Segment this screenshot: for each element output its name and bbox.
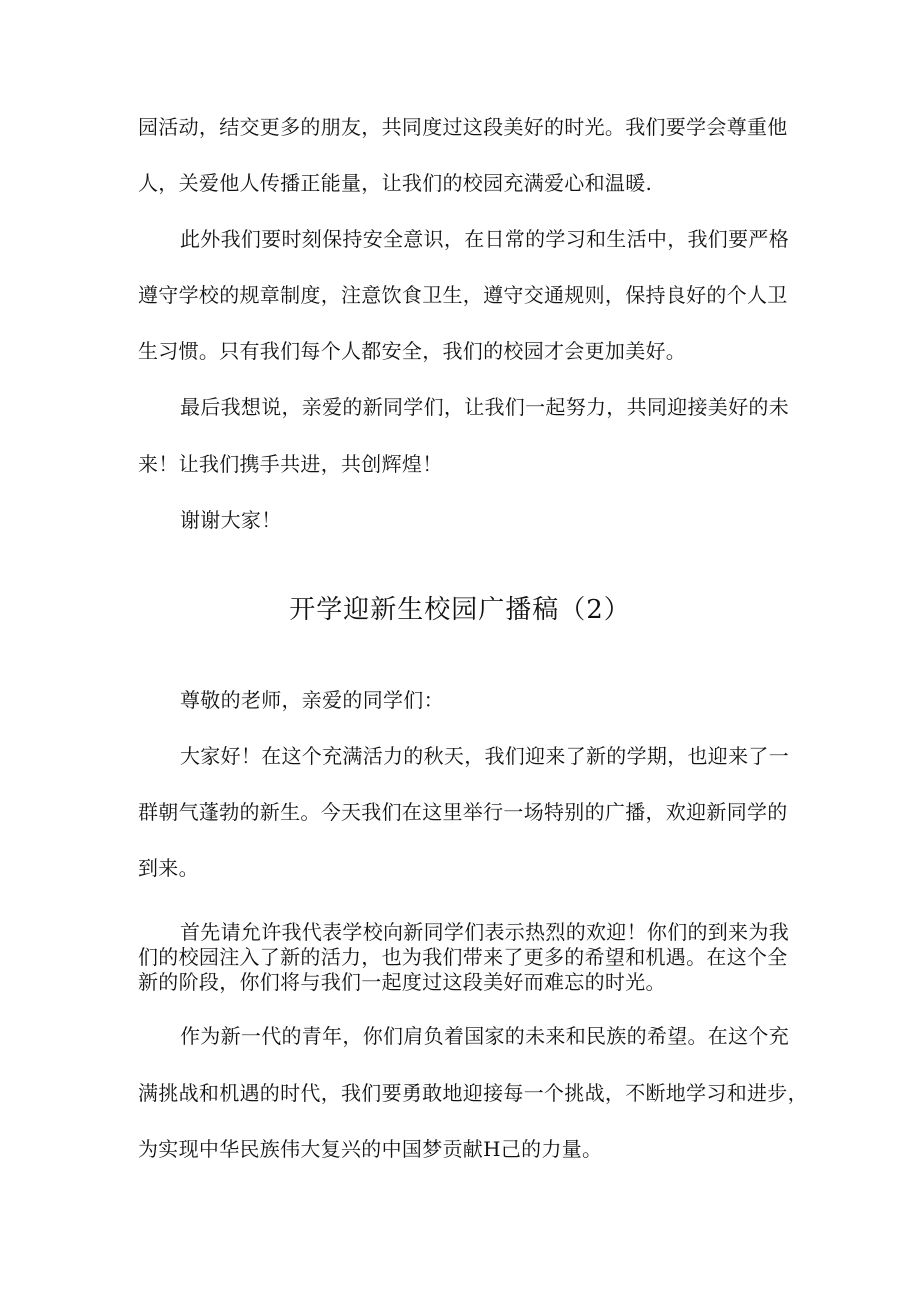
paragraph-line: 生习惯。只有我们每个人都安全，我们的校园才会更加美好。 [138, 339, 687, 363]
paragraph-line: 新的阶段，你们将与我们一起度过这段美好而难忘的时光。 [138, 970, 666, 994]
paragraph-line: 大家好！在这个充满活力的秋天，我们迎来了新的学期，也迎来了一 [180, 744, 789, 768]
paragraph-line: 此外我们要时刻保持安全意识，在日常的学习和生活中，我们要严格 [180, 227, 789, 251]
paragraph-line: 满挑战和机遇的时代，我们要勇敢地迎接每一个挑战，不断地学习和进步， [138, 1081, 808, 1105]
paragraph-line: 园活动，结交更多的朋友，共同度过这段美好的时光。我们要学会尊重他 [138, 115, 788, 139]
section-title: 开学迎新生校园广播稿（2） [289, 595, 631, 625]
paragraph-line: 来！让我们携手共进，共创辉煌！ [138, 452, 443, 476]
paragraph-line: 遵守学校的规章制度，注意饮食卫生，遵守交通规则，保持良好的个人卫 [138, 283, 788, 307]
paragraph-line: 群朝气蓬勃的新生。今天我们在这里举行一场特别的广播，欢迎新同学的 [138, 800, 788, 824]
paragraph-line: 人，关爱他人传播正能量，让我们的校园充满爱心和温暖. [138, 171, 653, 195]
paragraph-line: 到来。 [138, 856, 199, 880]
paragraph-line: 作为新一代的青年，你们肩负着国家的未来和民族的希望。在这个充 [180, 1024, 789, 1048]
paragraph-line: 为实现中华民族伟大复兴的中国梦贡献H己的力量。 [138, 1137, 603, 1161]
paragraph-line: 最后我想说，亲爱的新同学们，让我们一起努力，共同迎接美好的未 [180, 395, 789, 419]
paragraph-line: 们的校园注入了新的活力，也为我们带来了更多的希望和机遇。在这个全 [138, 945, 788, 969]
paragraph-line: 谢谢大家！ [180, 508, 282, 532]
paragraph-line: 首先请允许我代表学校向新同学们表示热烈的欢迎！你们的到来为我 [180, 920, 789, 944]
salutation-line: 尊敬的老师，亲爱的同学们： [180, 688, 444, 712]
